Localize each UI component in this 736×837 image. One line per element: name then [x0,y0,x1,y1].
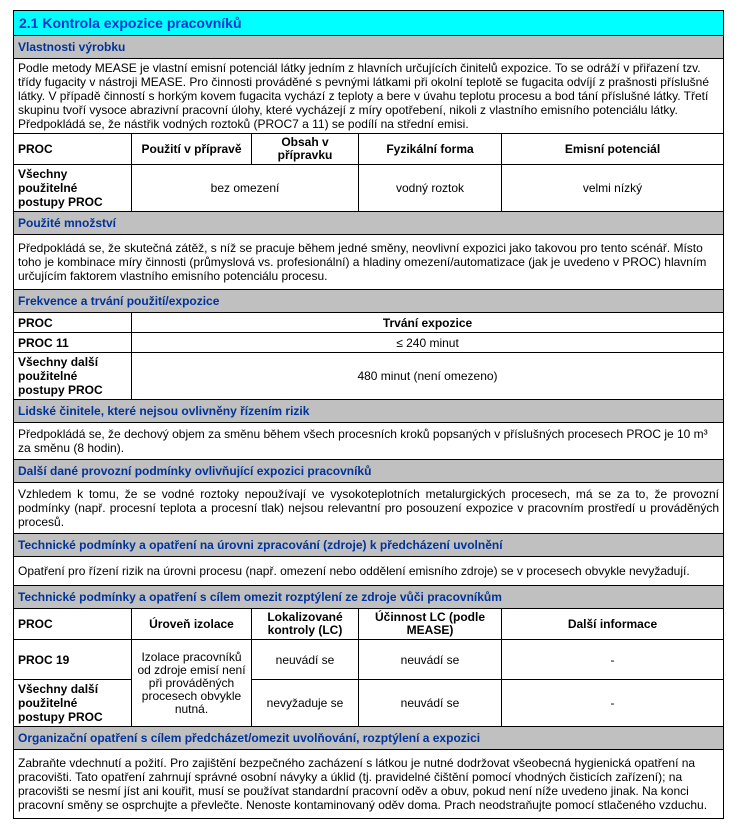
organizational-header: Organizační opatření s cílem předcházet/omezit uvolňování, rozptýlení a expozici [14,727,724,750]
col-use-in-preparation: Použití v přípravě [132,134,252,165]
dispersion-col-local-controls: Lokalizované kontroly (LC) [252,609,359,640]
title-row [14,11,724,36]
dispersion-isolation-note: Izolace pracovníků od zdroje emisí není při prováděných procesech obvykle nutná. [132,640,252,727]
dispersion-col-lc-efficiency: Účinnost LC (podle MEASE) [359,609,502,640]
properties-header-row [14,36,724,59]
technical-source-text-row [14,557,724,586]
technical-dispersion-columns-row [14,609,724,640]
frequency-proc-label: PROC 11 [14,333,132,353]
frequency-proc-label: Všechny další použitelné postupy PROC [14,353,132,400]
dispersion-proc-label: Všechny další použitelné postupy PROC [14,680,132,727]
properties-form-value: vodný roztok [359,165,502,212]
properties-header: Vlastnosti výrobku [14,36,724,59]
other-conditions-header-row [14,460,724,483]
dispersion-lc-value: neuvádí se [252,640,359,680]
organizational-text: Zabraňte vdechnutí a požití. Pro zajištění bezpečného zacházení s látkou je nutné dodržovat všeobecná hygienická opatření na pracovišti. Tato opatření zahrnují správné osobní návyky a úklid (tj. pravidelné čištění pomocí vhodných čisticích zařízení); na pracovišti se nesmí jíst ani kouřit, musí se používat standardní pracovní oděv a obuv, pokud není níže uvedeno jinak. Na konci pracovní směny se osprchujte a převlečte. Nenoste kontaminovaný oděv doma. Prach neodstraňujte pomocí stlačeného vzduchu. [14,750,724,819]
frequency-duration-value: ≤ 240 minut [132,333,724,353]
amounts-header: Použité množství [14,212,724,235]
dispersion-col-isolation: Úroveň izolace [132,609,252,640]
dispersion-lc-value: nevyžaduje se [252,680,359,727]
technical-source-text: Opatření pro řízení rizik na úrovni procesu (např. omezení nebo oddělení emisního zdroje) se v procesech obvykle nevyžadují. [14,557,724,586]
col-proc: PROC [14,134,132,165]
document [13,10,723,819]
section-title: 2.1 Kontrola expozice pracovníků [14,11,724,36]
frequency-col-proc: PROC [14,313,132,333]
technical-source-header-row [14,534,724,557]
amounts-header-row [14,212,724,235]
frequency-header: Frekvence a trvání použití/expozice [14,290,724,313]
other-conditions-header: Další dané provozní podmínky ovlivňující expozici pracovníků [14,460,724,483]
properties-use-value: bez omezení [132,165,359,212]
col-physical-form: Fyzikální forma [359,134,502,165]
technical-dispersion-row [14,680,724,727]
dispersion-col-proc: PROC [14,609,132,640]
dispersion-info-value: - [502,680,724,727]
other-conditions-text-row [14,483,724,534]
dispersion-proc-label: PROC 19 [14,640,132,680]
technical-source-header: Technické podmínky a opatření na úrovni zpracování (zdroje) k předcházení uvolnění [14,534,724,557]
frequency-header-row [14,290,724,313]
technical-dispersion-row [14,640,724,680]
properties-proc-label: Všechny použitelné postupy PROC [14,165,132,212]
properties-columns-row [14,134,724,165]
frequency-columns-row [14,313,724,333]
technical-dispersion-header-row [14,586,724,609]
col-content-in-preparation: Obsah v přípravku [252,134,359,165]
frequency-col-duration: Trvání expozice [132,313,724,333]
technical-dispersion-header: Technické podmínky a opatření s cílem omezit rozptýlení ze zdroje vůči pracovníkům [14,586,724,609]
human-factors-header-row [14,400,724,423]
frequency-row [14,333,724,353]
dispersion-efficiency-value: neuvádí se [359,680,502,727]
amounts-text-row [14,235,724,290]
properties-potential-value: velmi nízký [502,165,724,212]
amounts-text: Předpokládá se, že skutečná zátěž, s níž se pracuje během jedné směny, neovlivní expozici jako takovou pro tento scénář. Místo toho je kombinace míry činnosti (průmyslová vs. profesionální) a hladiny omezení/automatizace (jak je uvedeno v PROC) hlavním určujícím faktorem vlastního emisního potenciálu procesu. [14,235,724,290]
human-factors-header: Lidské činitele, které nejsou ovlivněny řízením rizik [14,400,724,423]
frequency-row [14,353,724,400]
organizational-header-row [14,727,724,750]
properties-text-row [14,59,724,134]
human-factors-text: Předpokládá se, že dechový objem za směnu během všech procesních kroků popsaných v příslušných procesech PROC je 10 m³ za směnu (8 hodin). [14,423,724,460]
dispersion-efficiency-value: neuvádí se [359,640,502,680]
organizational-text-row [14,750,724,819]
col-emission-potential: Emisní potenciál [502,134,724,165]
frequency-duration-value: 480 minut (není omezeno) [132,353,724,400]
human-factors-text-row [14,423,724,460]
other-conditions-text: Vzhledem k tomu, že se vodné roztoky nepoužívají ve vysokoteplotních metalurgických procesech, má se za to, že provozní podmínky (např. procesní teplota a procesní tlak) nejsou relevantní pro posouzení expozice v pracovním prostředí u prováděných procesů. [14,483,724,534]
properties-text: Podle metody MEASE je vlastní emisní potenciál látky jedním z hlavních určujících činitelů expozice. To se odráží v přiřazení tzv. třídy fugacity v nástroji MEASE. Pro činnosti prováděné s pevnými látkami při okolní teplotě se fugacita odvíjí z prašnosti příslušné látky. V případě činností s horkým kovem fugacita vychází z teploty a bere v úvahu teplotu procesu a bod tání příslušné látky. Třetí skupinu tvoří vysoce abrazivní pracovní úlohy, které vycházejí z míry opotřebení, nikoli z vlastního emisního potenciálu látky. Předpokládá se, že nástřik vodných roztoků (PROC7 a 11) se podílí na střední emisi. [14,59,724,134]
dispersion-info-value: - [502,640,724,680]
exposure-control-table [13,10,724,819]
properties-data-row [14,165,724,212]
dispersion-col-further-info: Další informace [502,609,724,640]
